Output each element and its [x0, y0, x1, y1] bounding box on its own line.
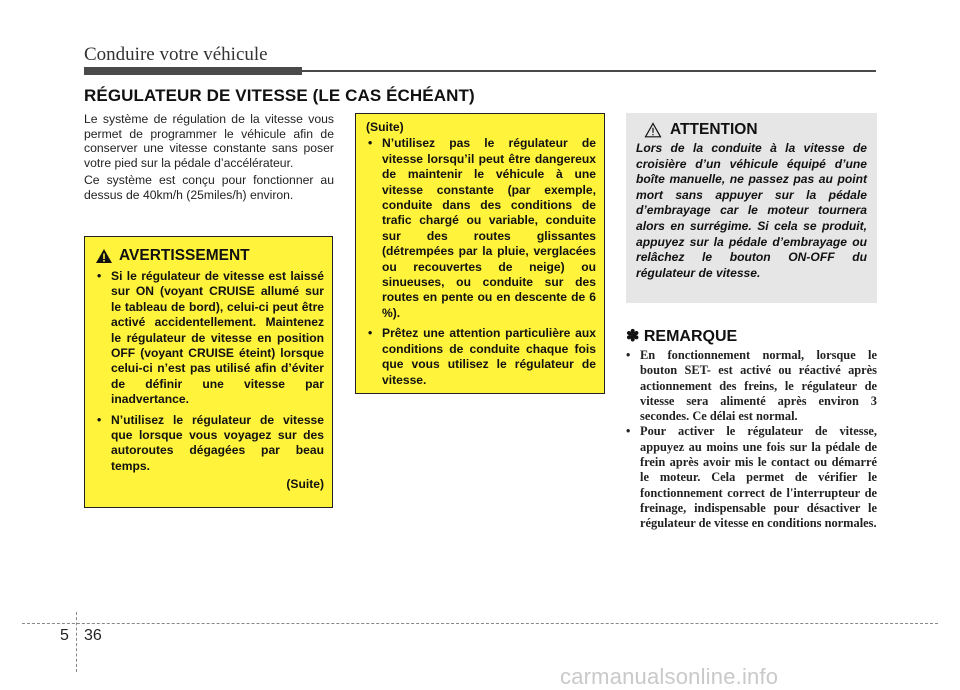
header-rule-dark [84, 67, 302, 75]
continued-label: (Suite) [366, 120, 404, 134]
warning-continued-box [355, 113, 605, 394]
continued-item: • N’utilisez pas le régulateur de vitesse lorsqu’il peut être dangereux de maintenir le véhicule à une vitesse constante (par exemple, conduite dans des conditions de trafic chargé ou variable, conduite sur des routes glissantes (détrempées par la pluie, verglacées ou recouvertes de neige) ou sinueuses, ou conduite sur des routes en pente ou en descente de 6 %). [366, 136, 596, 321]
remark-item: • En fonctionnement normal, lorsque le bouton SET- est activé ou réactivé après actionnement des freins, le régulateur de vitesse sera alimenté après environ 3 secondes. Ce délai est normal. [626, 348, 877, 424]
remark-list [626, 348, 877, 532]
remark-title: ✽ REMARQUE [626, 328, 738, 345]
warning-title: AVERTISSEMENT [119, 247, 250, 264]
running-header-title: Conduire votre véhicule [84, 44, 268, 65]
remark-item: • Pour activer le régulateur de vitesse, appuyez au moins une fois sur la pédale de frein après avoir mis le contact ou démarré le moteur. Cela permet de vérifier le fonctionnement correct de l'interrupteur de freinage, indispensable pour désactiver le régulateur de vitesse en conditions normales. [626, 424, 877, 531]
intro-paragraph-2: Ce système est conçu pour fonctionner au dessus de 40km/h (25miles/h) environ. [84, 173, 334, 202]
watermark: carmanualsonline.info [560, 664, 779, 689]
footer-vertical-divider [76, 612, 77, 672]
continued-list [366, 136, 596, 388]
intro-text [84, 112, 334, 206]
header-rule-thin [302, 70, 876, 72]
warning-header [95, 247, 324, 265]
section-title: RÉGULATEUR DE VITESSE (LE CAS ÉCHÉANT) [84, 86, 475, 105]
warning-item: • Si le régulateur de vitesse est laissé sur ON (voyant CRUISE allumé sur le tableau de bord), celui-ci peut être activé accidentellement. Maintenez le régulateur de vitesse en position OFF (voyant CRUISE éteint) lorsque celui-ci n’est pas utilisé afin d’éviter de définir une vitesse par inadvertance. [95, 269, 324, 408]
chapter-number: 5 [60, 627, 69, 644]
attention-title: ATTENTION [670, 121, 758, 138]
intro-paragraph-1: Le système de régulation de la vitesse vous permet de programmer le véhicule afin de conserver une vitesse constante sans poser votre pied sur la pédale d’accélérateur. [84, 112, 334, 170]
warning-list [95, 269, 324, 474]
attention-body: Lors de la conduite à la vitesse de croisière d’un véhicule équipé d’une boîte manuelle, ne passez pas au point mort sans appuyer sur la pédale d’embrayage car le moteur tournera alors en surrégime. Si cela se produit, appuyez sur la pédale d’embrayage ou relâchez le bouton ON-OFF du régulateur de vitesse. [636, 141, 867, 280]
attention-box [626, 113, 877, 303]
warning-box [84, 236, 333, 508]
warning-triangle-icon [95, 248, 113, 264]
warning-continued-label: (Suite) [286, 477, 324, 492]
warning-item: • N’utilisez le régulateur de vitesse que lorsque vous voyagez sur des autoroutes dégagées par beau temps. [95, 413, 324, 475]
caution-triangle-icon [644, 122, 662, 138]
attention-header [644, 121, 867, 139]
page-number: 36 [84, 627, 102, 644]
continued-item: • Prêtez une attention particulière aux conditions de conduite chaque fois que vous utilisez le régulateur de vitesse. [366, 326, 596, 388]
footer-divider [22, 623, 938, 624]
